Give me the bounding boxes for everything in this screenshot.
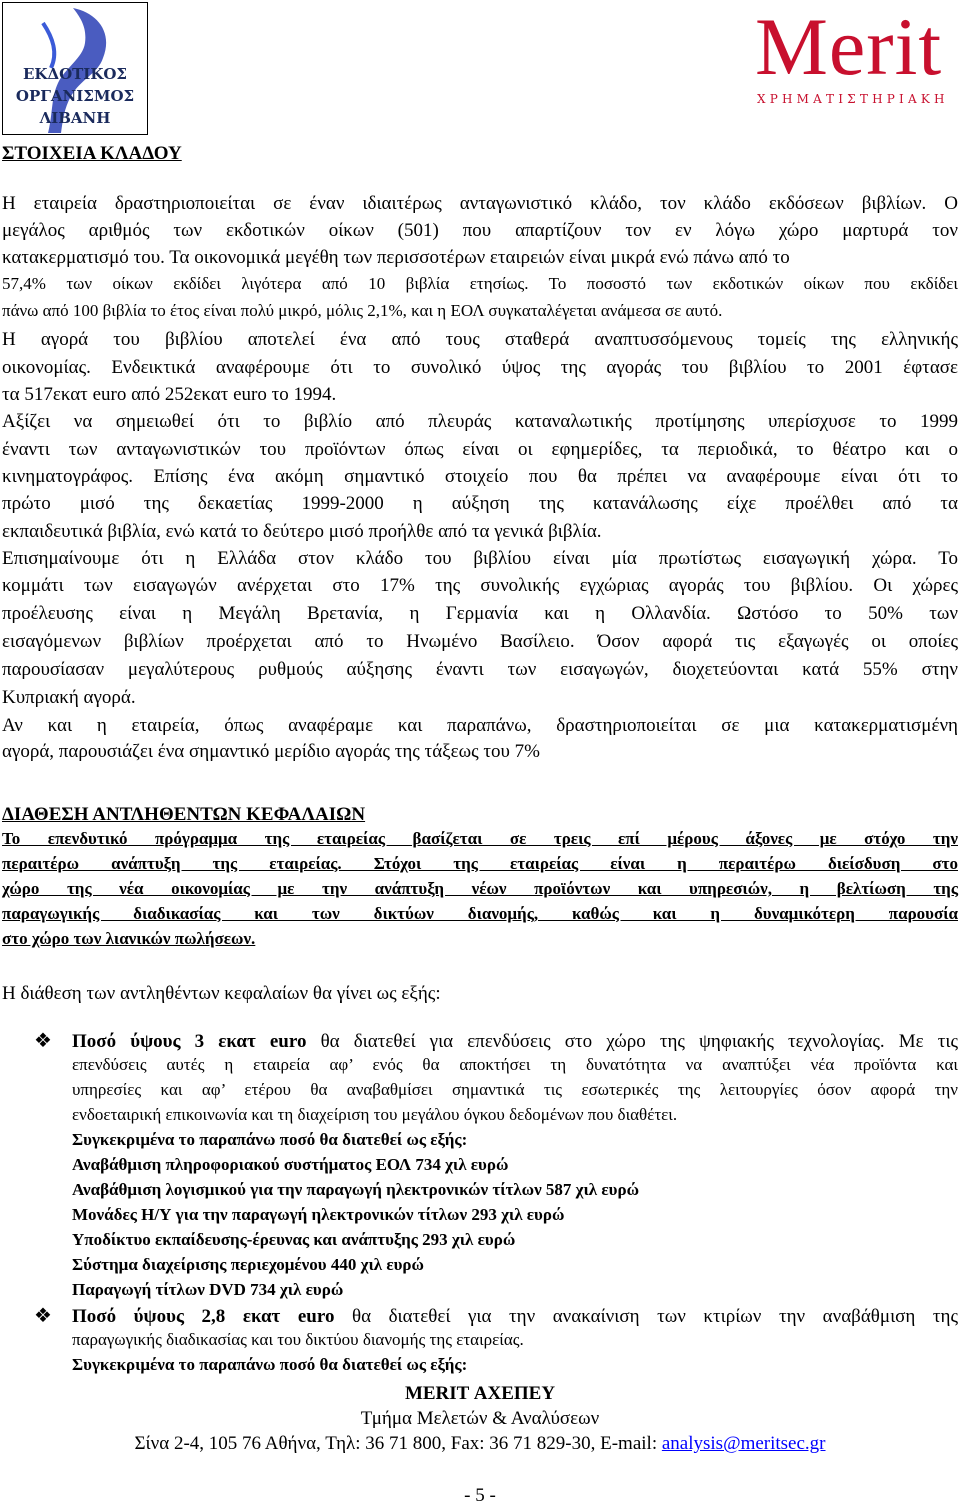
bullet1-allocation-item: Παραγωγή τίτλων DVD 734 χιλ ευρώ: [72, 1280, 344, 1299]
industry-text-line: Αξίζει να σημειωθεί ότι το βιβλίο από πλευράς καταναλωτικής προτίμησης υπερίσχυσε το 1999: [2, 411, 958, 432]
footer-email-link[interactable]: analysis@meritsec.gr: [661, 1433, 826, 1454]
bullet1-text-line: επενδύσεις αυτές η εταιρεία αφ’ ενός θα αποκτήσει τη δυνατότητα να αναπτύξει νέα προϊόντα και: [72, 1055, 958, 1074]
industry-text-line: προέλευσης είναι η Μεγάλη Βρετανία, η Γερμανία και η Ολλανδία. Ωστόσο το 50% των: [2, 603, 958, 624]
publisher-logo: [2, 2, 148, 135]
footer-department: Τμήμα Μελετών & Αναλύσεων: [360, 1408, 600, 1429]
industry-text-line: τα 517εκατ euro από 252εκατ euro το 1994.: [2, 384, 337, 405]
merit-logo: [755, 1, 955, 108]
funds-intro: Η διάθεση των αντληθέντων κεφαλαίων θα γίνει ως εξής:: [2, 983, 441, 1004]
industry-text-line: κατακερματισμό του. Τα οικονομικά μεγέθη των περισσοτέρων εταιρειών είναι μικρά ενώ πάνω από το: [2, 247, 790, 268]
bullet1-allocation-item: Αναβάθμιση πληροφοριακού συστήματος ΕΟΛ 734 χιλ ευρώ: [72, 1155, 509, 1174]
industry-text-line: έναντι των ανταγωνιστικών του προϊόντων όπως είναι οι εφημερίδες, τα περιοδικά, το θέατρο και ο: [2, 439, 958, 460]
bullet1-text-line: ενδοεταιρική επικοινωνία και τη διαχείριση του μεγάλου όγκου δεδομένων που διαθέτει.: [72, 1105, 678, 1124]
industry-text-line: εκπαιδευτικά βιβλία, ενώ κατά το δεύτερο μισό προήλθε από τα γενικά βιβλία.: [2, 521, 602, 542]
diamond-bullet-icon: ❖: [34, 1305, 52, 1327]
bullet1-allocation-item: Συγκεκριμένα το παραπάνω ποσό θα διατεθεί ως εξής:: [72, 1130, 468, 1149]
industry-text-line: πάνω από 100 βιβλία το έτος είναι πολύ μικρό, μόλις 2,1%, και η ΕΟΛ συγκαταλέγεται ανάμεσα σε αυτό.: [2, 301, 723, 320]
bullet2-text-line: παραγωγικής διαδικασίας και του δικτύου διανομής της εταιρείας.: [72, 1330, 524, 1349]
funds-program-line: Το επενδυτικό πρόγραμμα της εταιρείας βασίζεται σε τρεις επί μέρους άξονες με στόχο την: [2, 829, 958, 848]
funds-program-line: στο χώρο των λιανικών πωλήσεων.: [2, 929, 256, 948]
industry-text-line: μεγάλος αριθμός των εκδοτικών οίκων (501) που απαρτίζουν τον εν λόγω χώρο μαρτυρά τον: [2, 220, 958, 241]
bullet1-text-line: υπηρεσίες και αφ’ ετέρου θα αναβαθμίσει σημαντικά τις εσωτερικές της λειτουργίες όσον αφορά την: [72, 1080, 958, 1099]
bullet2-allocation-item: Συγκεκριμένα το παραπάνω ποσό θα διατεθεί ως εξής:: [72, 1355, 468, 1374]
bullet1-allocation-item: Μονάδες Η/Υ για την παραγωγή ηλεκτρονικών τίτλων 293 χιλ ευρώ: [72, 1205, 565, 1224]
merit-logo-subtitle: ΧΡΗΜΑΤΙΣΤΗΡΙΑΚΗ: [757, 92, 949, 106]
industry-text-line: Αν και η εταιρεία, όπως αναφέραμε και παραπάνω, δραστηριοποιείται σε μια κατακερματισμένη: [2, 715, 958, 736]
footer-address: Σίνα 2-4, 105 76 Αθήνα, Τηλ: 36 71 800, Fax: 36 71 829-30, E-mail: analysis@meritsec.gr: [134, 1433, 826, 1454]
industry-text-line: οικονομίας. Ενδεικτικά αναφέρουμε ότι το συνολικό ύψος της αγοράς του βιβλίου το 2001 έφτασε: [2, 357, 958, 378]
industry-text-line: αγορά, παρουσιάζει ένα σημαντικό μερίδιο αγοράς της τάξεως του 7%: [2, 741, 540, 762]
industry-text-line: Η αγορά του βιβλίου αποτελεί ένα από τους σταθερά αναπτυσσόμενους τομείς της ελληνικής: [2, 329, 958, 350]
bullet2-first-line: Ποσό ύψους 2,8 εκατ euro θα διατεθεί για την ανακαίνιση των κτιρίων την αναβάθμιση της: [72, 1306, 959, 1327]
bullet1-allocation-item: Υποδίκτυο εκπαίδευσης-έρευνας και ανάπτυξης 293 χιλ ευρώ: [72, 1230, 516, 1249]
bullet1-allocation-item: Σύστημα διαχείρισης περιεχομένου 440 χιλ ευρώ: [72, 1255, 424, 1274]
industry-text-line: κομμάτι των εισαγωγών ανέρχεται στο 17% της συνολικής εγχώριας αγοράς του βιβλίου. Οι χώρες: [2, 575, 958, 596]
footer-company: MERIT ΑΧΕΠΕΥ: [404, 1383, 556, 1404]
merit-logo-word: Merit: [755, 1, 943, 92]
industry-text-line: Η εταιρεία δραστηριοποιείται σε έναν ιδιαιτέρως ανταγωνιστικό κλάδο, τον κλάδο εκδόσεων βιβλίων. Ο: [2, 193, 958, 214]
industry-text-line: Επισημαίνουμε ότι η Ελλάδα στον κλάδο του βιβλίου είναι μία πρωτίστως εισαγωγική χώρα. Το: [2, 548, 958, 569]
industry-text-line: παρουσίασαν μεγαλύτερους ρυθμούς αύξησης έναντι των εισαγωγών, διοχετεύονται κατά 55% στην: [2, 659, 958, 680]
industry-text-line: πρώτο μισό της δεκαετίας 1999-2000 η αύξηση της κατανάλωσης είχε προέλθει από τα: [2, 493, 958, 514]
bullet1-allocation-item: Αναβάθμιση λογισμικού για την παραγωγή ηλεκτρονικών τίτλων 587 χιλ ευρώ: [72, 1180, 640, 1199]
section-heading-funds: ΔΙΑΘΕΣΗ ΑΝΤΛΗΘΕΝΤΩΝ ΚΕΦΑΛΑΙΩΝ: [2, 804, 366, 825]
bullet1-first-line: Ποσό ύψους 3 εκατ euro θα διατεθεί για επενδύσεις στο χώρο της ψηφιακής τεχνολογίας. Με τις: [72, 1031, 958, 1052]
publisher-logo-text: ΕΚΔΟΤΙΚΟΣ ΟΡΓΑΝΙΣΜΟΣ ΛΙΒΑΝΗ: [15, 65, 135, 127]
industry-text-line: 57,4% των οίκων εκδίδει λιγότερα από 10 βιβλία ετησίως. Το ποσοστό των εκδοτικών οίκων που εκδίδει: [2, 274, 958, 293]
funds-program-line: χώρο της νέα οικονομίας με την ανάπτυξη νέων προϊόντων και υπηρεσιών, η βελτίωση της: [2, 879, 958, 898]
funds-program-line: παραγωγικής διαδικασίας και των δικτύων διανομής, καθώς και η δυναμικότερη παρουσία: [2, 904, 958, 923]
funds-program-line: περαιτέρω ανάπτυξη της εταιρείας. Στόχοι της εταιρείας είναι η περαιτέρω διείσδυση στο: [2, 854, 958, 873]
industry-text-line: κινηματογράφος. Επίσης ένα ακόμη σημαντικό στοιχείο που θα πρέπει να αναφέρουμε είναι ότι το: [2, 466, 958, 487]
industry-text-line: Κυπριακή αγορά.: [2, 687, 136, 708]
diamond-bullet-icon: ❖: [34, 1030, 52, 1052]
section-heading-industry: ΣΤΟΙΧΕΙΑ ΚΛΑΔΟΥ: [2, 143, 182, 164]
industry-text-line: εισαγόμενων βιβλίων προέρχεται από το Ηνωμένο Βασίλειο. Όσον αφορά τις εξαγωγές οι οποίες: [2, 631, 958, 652]
page-number: - 5 -: [464, 1485, 496, 1506]
